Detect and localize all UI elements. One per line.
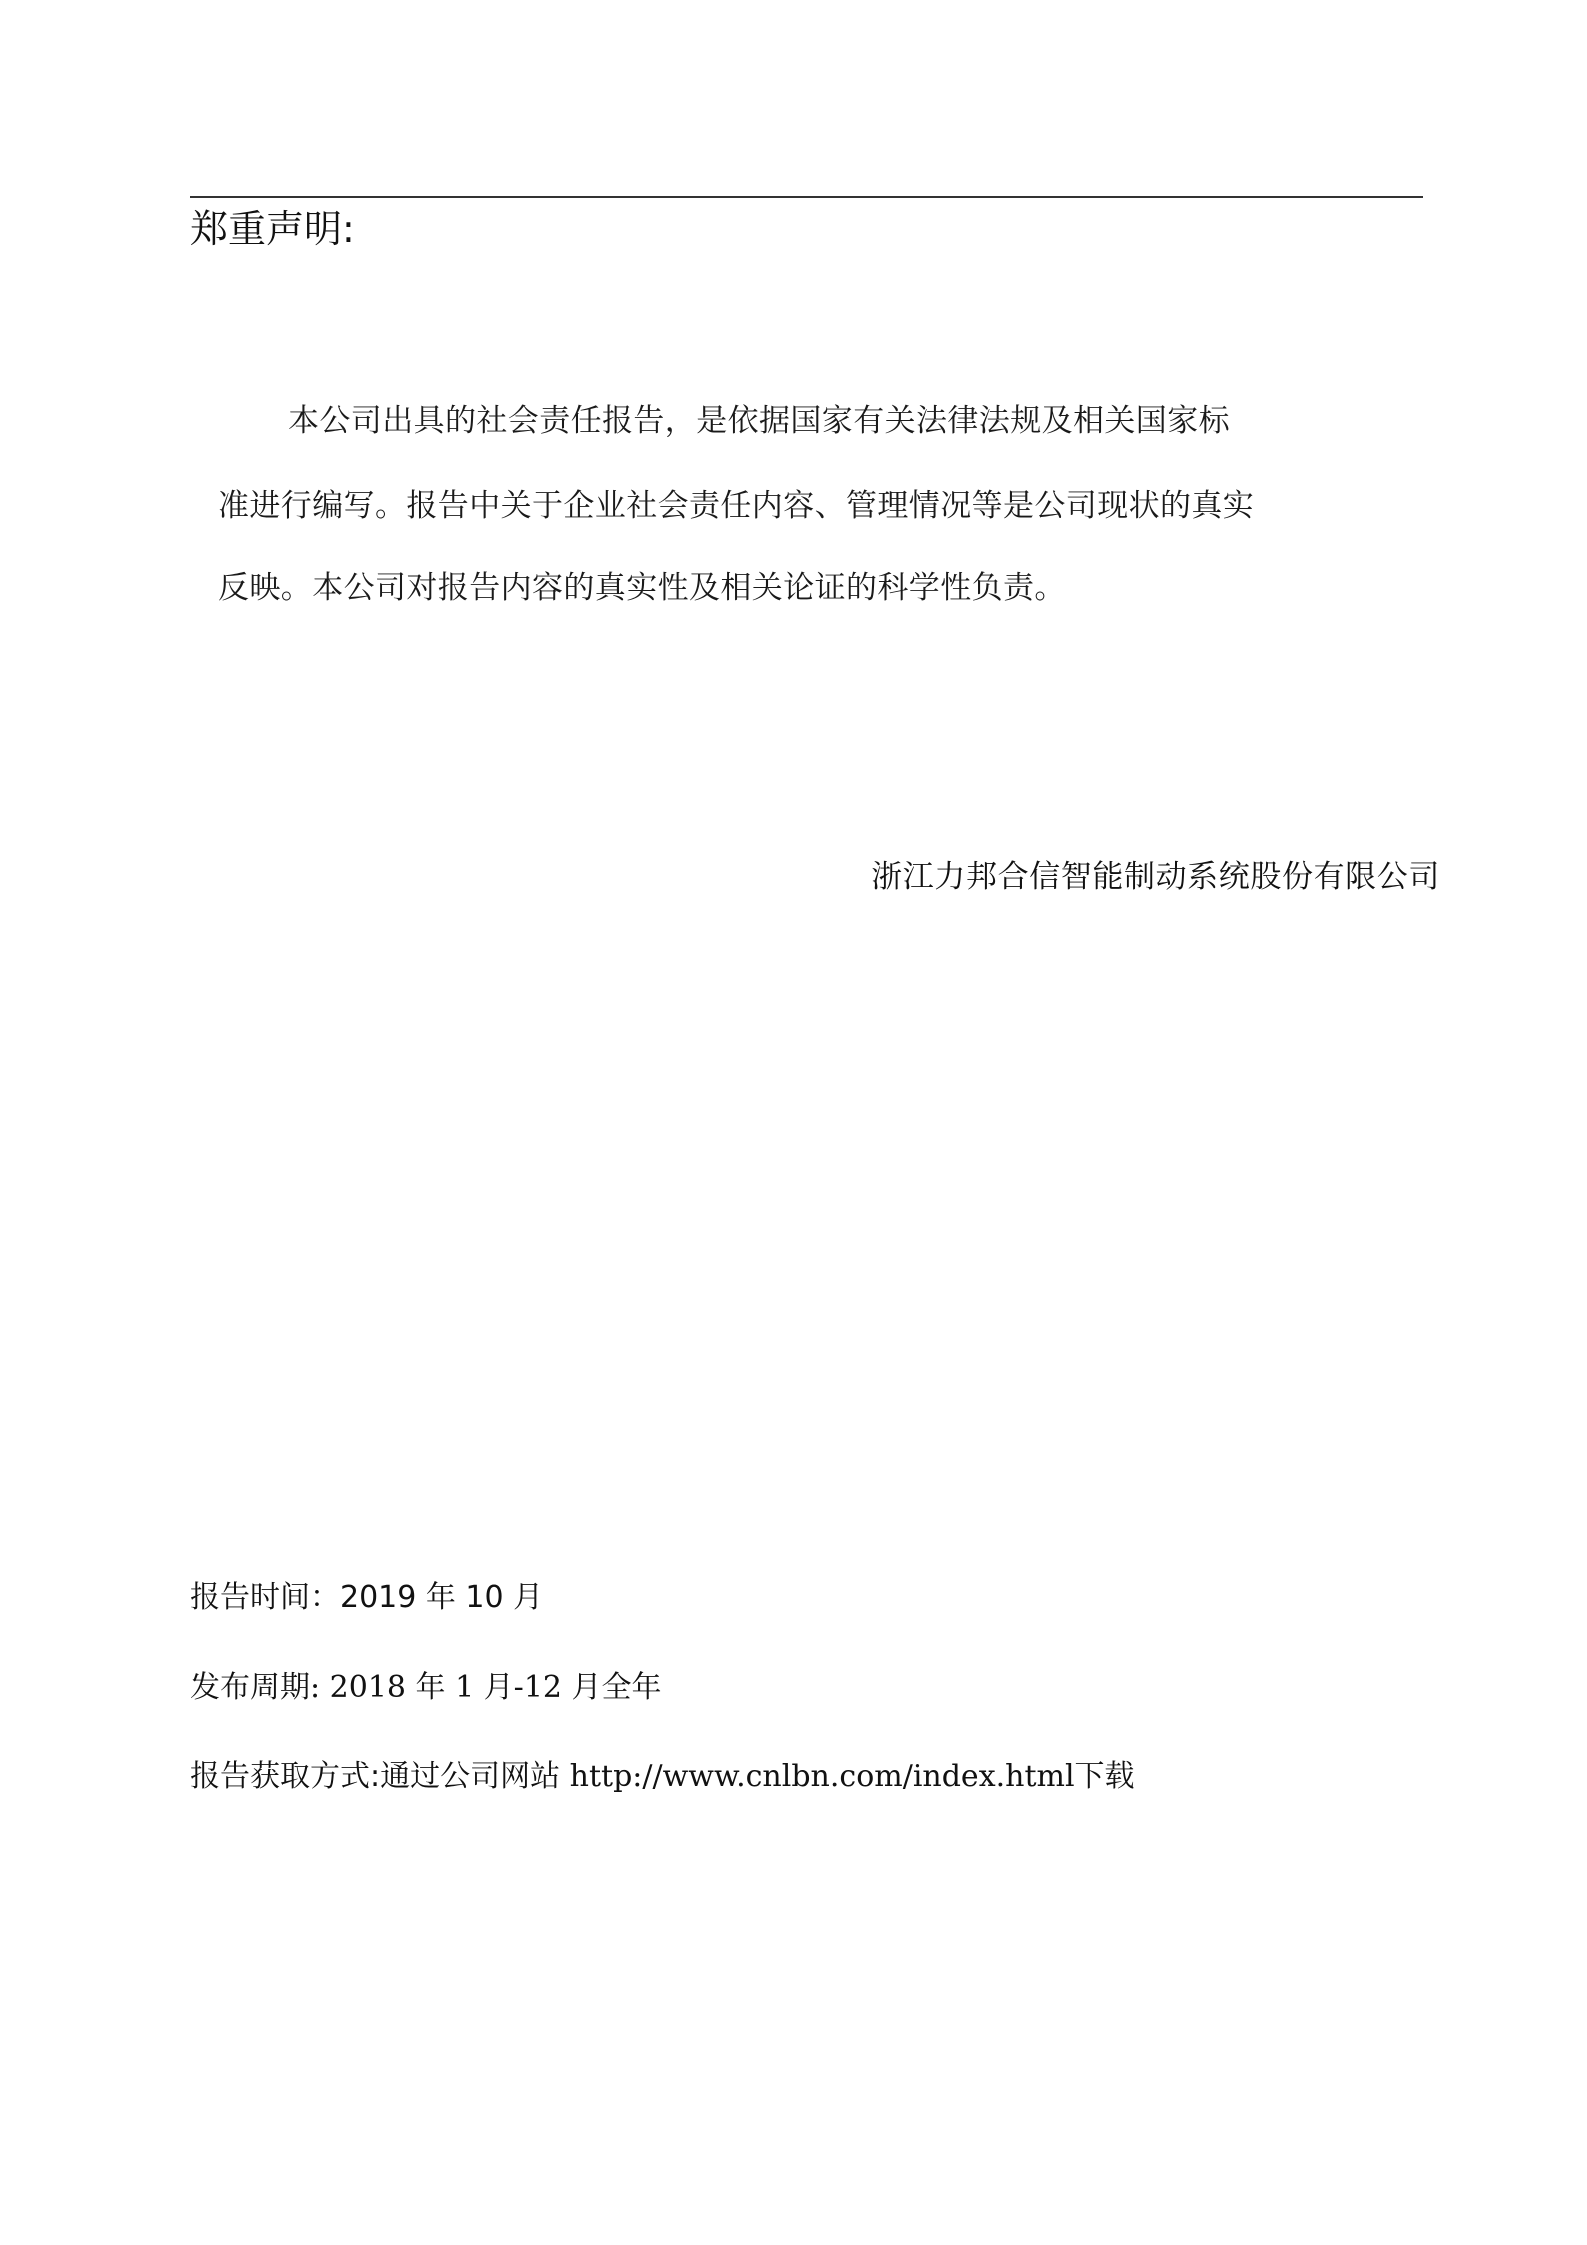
report-access-label: 报告获取方式:	[190, 1759, 381, 1794]
report-time-label: 报告时间：	[190, 1580, 340, 1615]
declaration-title: 郑重声明:	[190, 207, 355, 251]
report-time	[190, 1577, 543, 1619]
declaration-line-2: 准进行编写。报告中关于企业社会责任内容、管理情况等是公司现状的真实	[218, 488, 1255, 524]
company-name: 浙江力邦合信智能制动系统股份有限公司	[871, 859, 1440, 895]
publish-period-value: : 2018 年 1 月-12 月全年	[310, 1670, 662, 1705]
report-time-value: 2019 年 10 月	[340, 1580, 544, 1615]
report-access	[190, 1756, 1135, 1798]
publish-period-label: 发布周期	[190, 1670, 310, 1705]
publish-period	[190, 1667, 662, 1709]
header-rule	[190, 196, 1423, 198]
declaration-line-3: 反映。本公司对报告内容的真实性及相关论证的科学性负责。	[218, 570, 1066, 606]
report-access-value: 通过公司网站 http://www.cnlbn.com/index.html下载	[380, 1759, 1135, 1794]
declaration-line-1: 本公司出具的社会责任报告，是依据国家有关法律法规及相关国家标	[288, 403, 1230, 439]
